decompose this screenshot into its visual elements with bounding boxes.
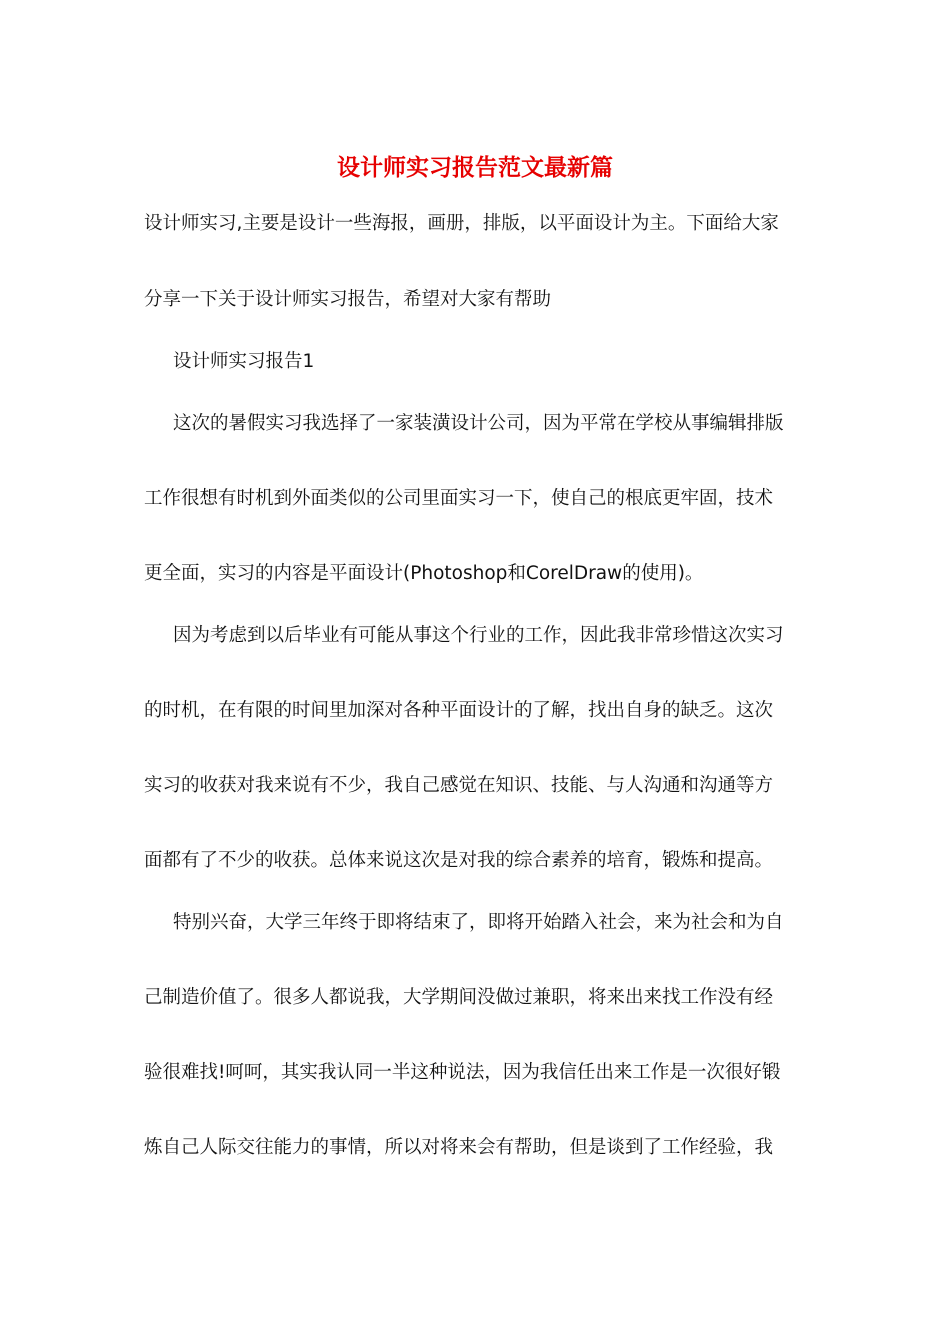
paragraph-line: 因为考虑到以后毕业有可能从事这个行业的工作，因此我非常珍惜这次实习 — [173, 625, 784, 646]
document-title: 设计师实习报告范文最新篇 — [337, 154, 613, 181]
paragraph-line: 己制造价值了。很多人都说我，大学期间没做过兼职，将来出来找工作没有经 — [144, 987, 774, 1008]
paragraph-line: 分享一下关于设计师实习报告，希望对大家有帮助 — [144, 289, 552, 310]
paragraph-line: 这次的暑假实习我选择了一家装潢设计公司，因为平常在学校从事编辑排版 — [173, 413, 784, 434]
paragraph-line: 工作很想有时机到外面类似的公司里面实习一下，使自己的根底更牢固，技术 — [144, 488, 774, 509]
paragraph-line: 设计师实习,主要是设计一些海报，画册，排版，以平面设计为主。下面给大家 — [144, 213, 779, 234]
section-heading: 设计师实习报告1 — [173, 351, 315, 372]
paragraph-line: 实习的收获对我来说有不少，我自己感觉在知识、技能、与人沟通和沟通等方 — [144, 775, 774, 796]
paragraph-line: 特别兴奋，大学三年终于即将结束了，即将开始踏入社会，来为社会和为自 — [173, 912, 784, 933]
paragraph-line: 更全面，实习的内容是平面设计(Photoshop和CorelDraw的使用)。 — [144, 563, 704, 584]
paragraph-line: 验很难找!呵呵，其实我认同一半这种说法，因为我信任出来工作是一次很好锻 — [144, 1062, 781, 1083]
paragraph-line: 的时机，在有限的时间里加深对各种平面设计的了解，找出自身的缺乏。这次 — [144, 700, 774, 721]
paragraph-line: 面都有了不少的收获。总体来说这次是对我的综合素养的培育，锻炼和提高。 — [144, 850, 774, 871]
paragraph-line: 炼自己人际交往能力的事情，所以对将来会有帮助，但是谈到了工作经验，我 — [144, 1137, 774, 1158]
